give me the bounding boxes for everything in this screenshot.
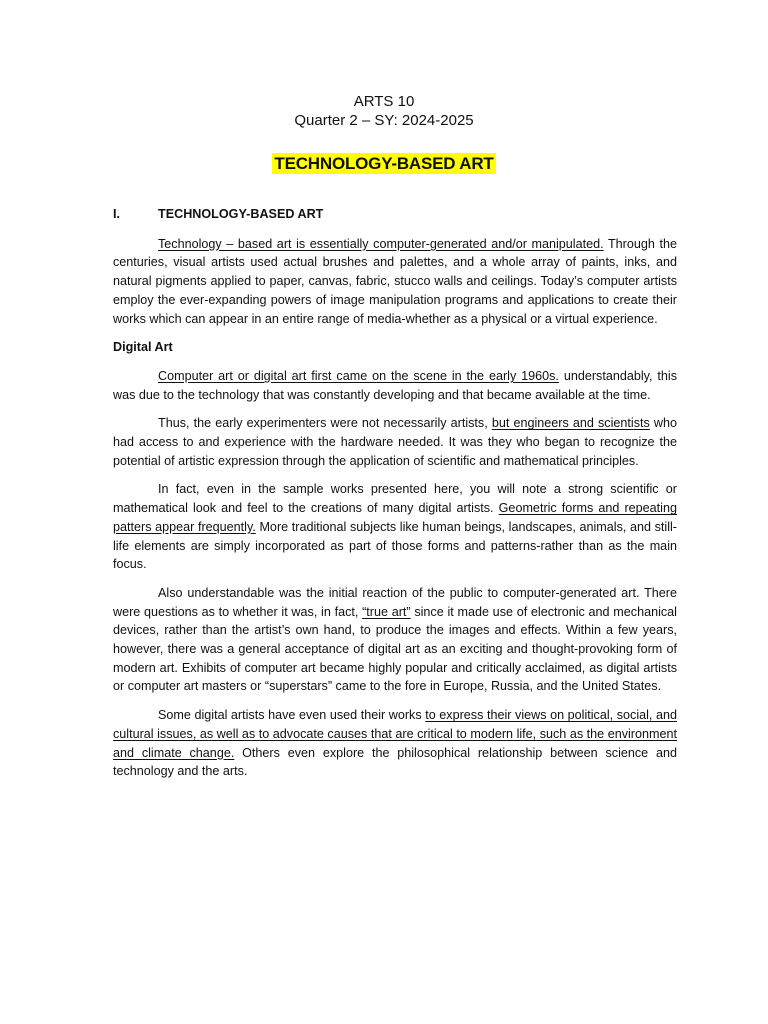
highlighted-title: TECHNOLOGY-BASED ART (274, 154, 494, 173)
underlined-text: Geometric forms and repeating patters appear frequently. (113, 501, 677, 534)
underlined-text: Computer art or digital art first came on the scene in the early 1960s. (158, 368, 559, 383)
paragraph-text: since it made use of electronic and mechanical devices, rather than the artist’s own hand, to produce the images and effects. Within a few years, however, there was a general acceptance of digital art as an exciting and thought-provoking form of modern art. Exhibits of computer art became highly popular and critically acclaimed, as digital artists or computer art masters or “superstars” came to the fore in Europe, Russia, and the United States. (113, 604, 677, 694)
paragraph-text: understandably, this was due to the technology that was constantly developing and that became available at the time. (113, 368, 677, 402)
document-body (113, 205, 677, 791)
paragraph-3 (113, 414, 677, 470)
paragraph-text: Through the centuries, visual artists used actual brushes and palettes, and a whole array of paints, inks, and natural pigments applied to paper, canvas, fabric, stucco walls and ceilings. Today’s computer artists employ the ever-expanding powers of image manipulation programs and applications to create their works which can appear in an entire range of media-whether as a physical or a virtual experience. (113, 236, 677, 326)
paragraph-text: Others even explore the philosophical relationship between science and technology and the arts. (113, 745, 678, 779)
paragraph-4 (113, 480, 677, 574)
underlined-text: but engineers and scientists (491, 416, 650, 431)
paragraph-text: In fact, even in the sample works presented here, you will note a strong scientific or mathematical look and feel to the creations of many digital artists. (113, 482, 677, 516)
section-number: I. (113, 207, 120, 221)
section-title: TECHNOLOGY-BASED ART (158, 207, 324, 221)
paragraph-text: who had access to and experience with the hardware needed. It was they who began to recognize the potential of artistic expression through the application of scientific and mathematical principles. (113, 416, 678, 468)
paragraph-text: Thus, the early experimenters were not necessarily artists, (158, 416, 492, 431)
section-heading (113, 205, 677, 224)
paragraph-text: Also understandable was the initial reaction of the public to computer-generated art. There were questions as to whether it was, in fact, (113, 585, 677, 619)
paragraph-1 (113, 235, 677, 329)
subject-label: ARTS 10 (353, 93, 415, 110)
page-title (0, 154, 768, 174)
underlined-text: to express their views on political, social, and cultural issues, as well as to advocate causes that are critical to modern life, such as the environment and climate change. (113, 708, 677, 760)
document-header (0, 92, 768, 130)
subheading-digital-art: Digital Art (113, 340, 173, 355)
paragraph-2 (113, 367, 677, 404)
paragraph-5 (113, 584, 677, 696)
paragraph-6 (113, 706, 677, 781)
underlined-text: Technology – based art is essentially computer-generated and/or manipulated. (158, 236, 604, 251)
underlined-text: “true art” (362, 604, 411, 619)
paragraph-text: More traditional subjects like human beings, landscapes, animals, and still-life elements are simply incorporated as part of those forms and patterns-rather than as the main focus. (113, 519, 677, 572)
paragraph-text: Some digital artists have even used their works (158, 708, 426, 723)
quarter-label: Quarter 2 – SY: 2024-2025 (294, 112, 474, 129)
